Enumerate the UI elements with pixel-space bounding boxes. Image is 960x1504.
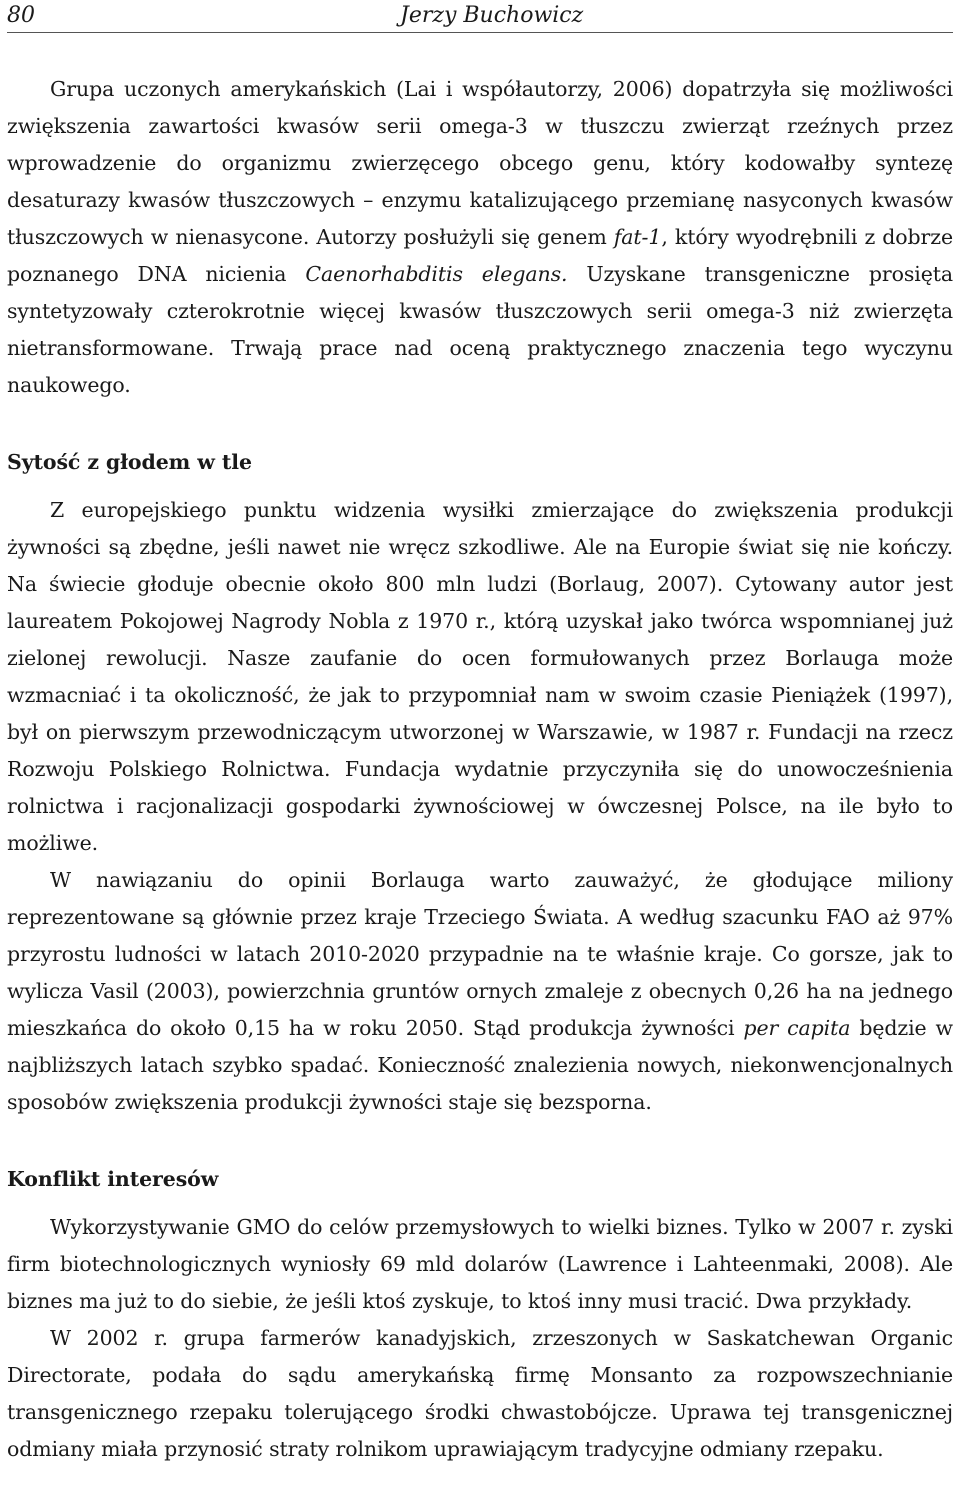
- paragraph-text: , który wyodrębnili z dobrze poznanego DNA nicienia: [7, 225, 953, 286]
- section-heading: Konflikt interesów: [7, 1167, 219, 1191]
- running-header: [7, 0, 953, 33]
- latin-phrase: per capita: [743, 1016, 851, 1040]
- paragraph-gmo-business: Wykorzystywanie GMO do celów przemysłowych to wielki biznes. Tylko w 2007 r. zyski firm biotechnologicznych wyniosły 69 mld dolarów (Lawrence i Lahteenmaki, 2008). Ale biznes ma już to do siebie, że jeśli ktoś zyskuje, to ktoś inny musi tracić. Dwa przykłady.: [7, 1215, 953, 1313]
- gene-name: fat-1: [613, 225, 662, 249]
- body-text: [7, 71, 953, 1468]
- paragraph-hunger: Z europejskiego punktu widzenia wysiłki zmierzające do zwiększenia produkcji żywności są zbędne, jeśli nawet nie wręcz szkodliwe. Ale na Europie świat się nie kończy. Na świecie głoduje obecnie około 800 mln ludzi (Borlaug, 2007). Cytowany autor jest laureatem Pokojowej Nagrody Nobla z 1970 r., którą uzyskał jako twórca wspomnianej już zielonej rewolucji. Nasze zaufanie do ocen formułowanych przez Borlauga może wzmacniać i ta okoliczność, że jak to przypomniał nam w swoim czasie Pieniążek (1997), był on pierwszym przewodniczącym utworzonej w Warszawie, w 1987 r. Fundacji na rzecz Rozwoju Polskiego Rolnictwa. Fundacja wydatnie przyczyniła się do unowocześnienia rolnictwa i racjonalizacji gospodarki żywnościowej w ówczesnej Polsce, na ile było to możliwe.: [7, 498, 953, 855]
- paragraph-text: Grupa uczonych amerykańskich (Lai i współautorzy, 2006) dopatrzyła się możliwości zwiększenia zawartości kwasów serii omega-3 w tłuszczu zwierząt rzeźnych przez wprowadzenie do organizmu zwierzęcego obcego genu, który kodowałby syntezę desaturazy kwasów tłuszczowych – enzymu katalizującego przemianę nasyconych kwasów tłuszczowych w nienasycone. Autorzy posłużyli się genem: [7, 77, 953, 249]
- document-page: [7, 0, 953, 1468]
- paragraph-third-world: [7, 862, 953, 1121]
- paragraph-text: będzie w najbliższych latach szybko spadać. Konieczność znalezienia nowych, niekonwencjonalnych sposobów zwiększenia produkcji żywności staje się bezsporna.: [7, 1016, 953, 1114]
- paragraph-monsanto: W 2002 r. grupa farmerów kanadyjskich, zrzeszonych w Saskatchewan Organic Directorate, podała do sądu amerykańską firmę Monsanto za rozpowszechnianie transgenicznego rzepaku tolerującego środki chwastobójcze. Uprawa tej transgenicznej odmiany miała przynosić straty rolnikom uprawiającym tradycyjne odmiany rzepaku.: [7, 1326, 953, 1461]
- page-number: 80: [7, 3, 35, 28]
- section-heading: Sytość z głodem w tle: [7, 450, 252, 474]
- running-header-author: Jerzy Buchowicz: [400, 3, 584, 28]
- species-name: Caenorhabditis elegans.: [305, 262, 568, 286]
- paragraph-text: W nawiązaniu do opinii Borlauga warto zauważyć, że głodujące miliony reprezentowane są głównie przez kraje Trzeciego Świata. A według szacunku FAO aż 97% przyrostu ludności w latach 2010-2020 przypadnie na te właśnie kraje. Co gorsze, jak to wylicza Vasil (2003), powierzchnia gruntów ornych zmaleje z obecnych 0,26 ha na jednego mieszkańca do około 0,15 ha w roku 2050. Stąd produkcja żywności: [7, 868, 953, 1040]
- paragraph-text: Uzyskane transgeniczne prosięta syntetyzowały czterokrotnie więcej kwasów tłuszczowych serii omega-3 niż zwierzęta nietransformowane. Trwają prace nad oceną praktycznego znaczenia tego wyczynu naukowego.: [7, 262, 954, 397]
- paragraph-omega3: [7, 71, 953, 404]
